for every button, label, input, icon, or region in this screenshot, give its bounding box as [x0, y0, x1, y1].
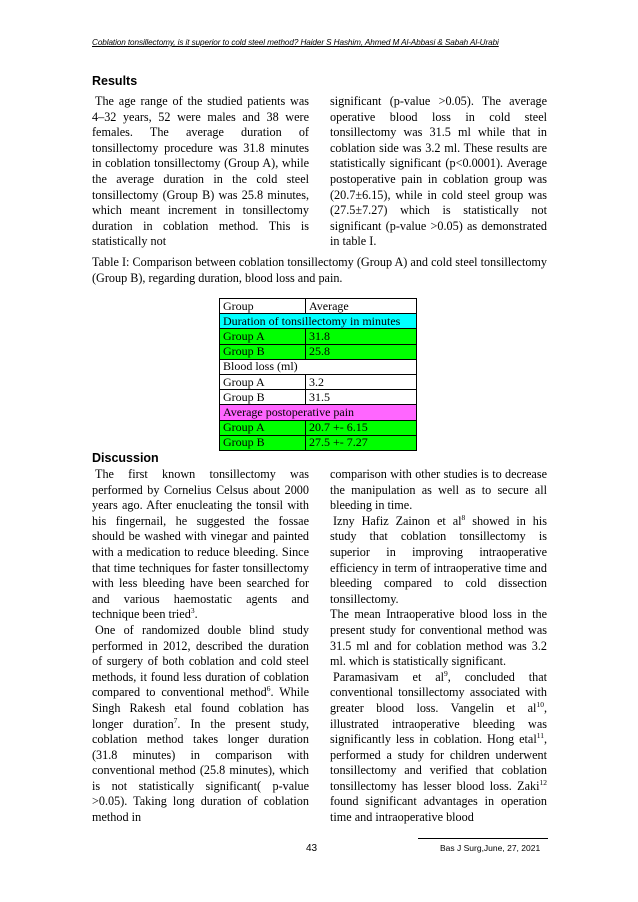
results-heading: Results	[92, 74, 138, 88]
paragraph-text: Paramasivam et al	[333, 669, 445, 684]
comparison-table	[219, 298, 417, 451]
group-cell: Group A	[220, 329, 306, 344]
group-cell: Group B	[220, 435, 306, 450]
discussion-paragraph-6	[330, 670, 547, 826]
citation-ref: 9	[444, 668, 448, 678]
results-left-column	[92, 94, 309, 250]
group-cell: Group A	[220, 374, 306, 389]
citation-ref: 7	[173, 715, 178, 725]
value-cell: 25.8	[306, 344, 417, 359]
discussion-paragraph-1	[92, 467, 309, 623]
discussion-paragraph-4	[330, 514, 547, 608]
paragraph-text: . While Singh Rakesh etal found coblation has longer duration	[92, 685, 309, 731]
table-row	[220, 435, 417, 450]
section-blood-loss-title: Blood loss (ml)	[220, 359, 417, 374]
group-cell: Group B	[220, 390, 306, 405]
group-cell: Group B	[220, 344, 306, 359]
paragraph-text: showed in his study that coblation tonsillectomy is superior in improving intraoperative efficiency in term of intraoperative time and bleeding compared to cold dissection tonsillectomy.	[330, 513, 547, 606]
value-cell: 27.5 +- 7.27	[306, 435, 417, 450]
paragraph-text: The first known tonsillectomy was performed by Cornelius Celsus about 2000 years ago. After enucleating the tonsil with his fingernail, he suggested the fossae should be washed with vinegar and painted with a medication to reduce bleeding. Since that time techniques for faster tonsillectomy with less bleeding have been searched for and various haemostatic agents and technique been tried	[92, 467, 309, 622]
paragraph-text: , performed a study for children underwent tonsillectomy and verified that coblation tonsillectomy has lesser blood loss. Zaki	[330, 732, 547, 793]
value-cell: 3.2	[306, 374, 417, 389]
table-header-row	[220, 299, 417, 314]
citation-ref: 3	[190, 606, 195, 616]
results-right-column	[330, 94, 547, 250]
page-number: 43	[306, 843, 318, 854]
citation-ref: 6	[266, 684, 271, 694]
discussion-paragraph-2	[92, 623, 309, 826]
section-pain-title: Average postoperative pain	[220, 405, 417, 420]
discussion-paragraph-5: The mean Intraoperative blood loss in the present study for conventional method was 31.5 ml and for coblation method was 3.2 ml. which is statistically significant.	[330, 607, 547, 669]
footer-journal: Bas J Surg,June, 27, 2021	[440, 843, 541, 853]
results-paragraph-1: The age range of the studied patients was 4–32 years, 52 were males and 38 were females. The average duration of tonsillectomy procedure was 31.8 minutes in coblation tonsillectomy (Group A), while the average duration in the cold steel tonsillectomy (Group B) was 25.8 minutes, which meant increment in tonsillectomy duration in coblation method. This is statistically not	[92, 94, 309, 249]
running-header: Coblation tonsillectomy, is it superior to cold steel method? Haider S Hashim, Ahmed M Al-Abbasi & Sabah Al-Urabi	[92, 38, 499, 47]
section-blood-loss-row	[220, 359, 417, 374]
paragraph-text: .	[194, 607, 198, 622]
value-cell: 31.8	[306, 329, 417, 344]
paragraph-text: Izny Hafiz Zainon et al	[333, 513, 462, 528]
discussion-heading: Discussion	[92, 451, 159, 465]
value-cell: 20.7 +- 6.15	[306, 420, 417, 435]
paragraph-text: . In the present study, coblation method takes longer duration (31.8 minutes) in comparison with conventional method (25.8 minutes), which is not statistically significant( p-value >0.05). Taking long duration of coblation method in	[92, 716, 309, 825]
citation-ref: 12	[539, 777, 547, 787]
citation-ref: 10	[536, 699, 544, 709]
section-duration-title: Duration of tonsillectomy in minutes	[220, 314, 417, 329]
discussion-right-column	[330, 467, 547, 826]
discussion-left-column	[92, 467, 309, 826]
footer-rule	[418, 838, 548, 839]
table-row	[220, 390, 417, 405]
group-cell: Group A	[220, 420, 306, 435]
table-row	[220, 344, 417, 359]
paragraph-text: , concluded that conventional tonsillectomy associated with greater blood loss. Vangelin et al	[330, 669, 547, 715]
value-cell: 31.5	[306, 390, 417, 405]
table-caption: Table I: Comparison between coblation tonsillectomy (Group A) and cold steel tonsillectomy (Group B), regarding duration, blood loss and pain.	[92, 255, 547, 285]
discussion-paragraph-3: comparison with other studies is to decrease the manipulation as well as to secure all bleeding in time.	[330, 467, 547, 513]
paragraph-text: found significant advantages in operation time and intraoperative blood	[330, 794, 547, 825]
paragraph-text: , illustrated intraoperative bleeding was significantly less in coblation. Hong etal	[330, 700, 547, 747]
header-average-cell: Average	[306, 299, 417, 314]
paragraph-text: One of randomized double blind study performed in 2012, described the duration of surgery of both coblation and cold steel methods, it found less duration of coblation compared to conventional method	[92, 622, 309, 700]
section-duration-row	[220, 314, 417, 329]
section-pain-row	[220, 405, 417, 420]
table-row	[220, 329, 417, 344]
citation-ref: 8	[461, 512, 466, 522]
citation-ref: 11	[536, 731, 544, 741]
results-paragraph-2: significant (p-value >0.05). The average operative blood loss in cold steel tonsillectomy was 31.5 ml while that in coblation side was 3.2 ml. These results are statistically significant (p<0.0001). Average postoperative pain in coblation group was (20.7±6.15), while in cold steel group was (27.5±7.27) which is statistically not significant (p-value >0.05) as demonstrated in table I.	[330, 94, 547, 249]
header-group-cell: Group	[220, 299, 306, 314]
table-row	[220, 420, 417, 435]
table-row	[220, 374, 417, 389]
